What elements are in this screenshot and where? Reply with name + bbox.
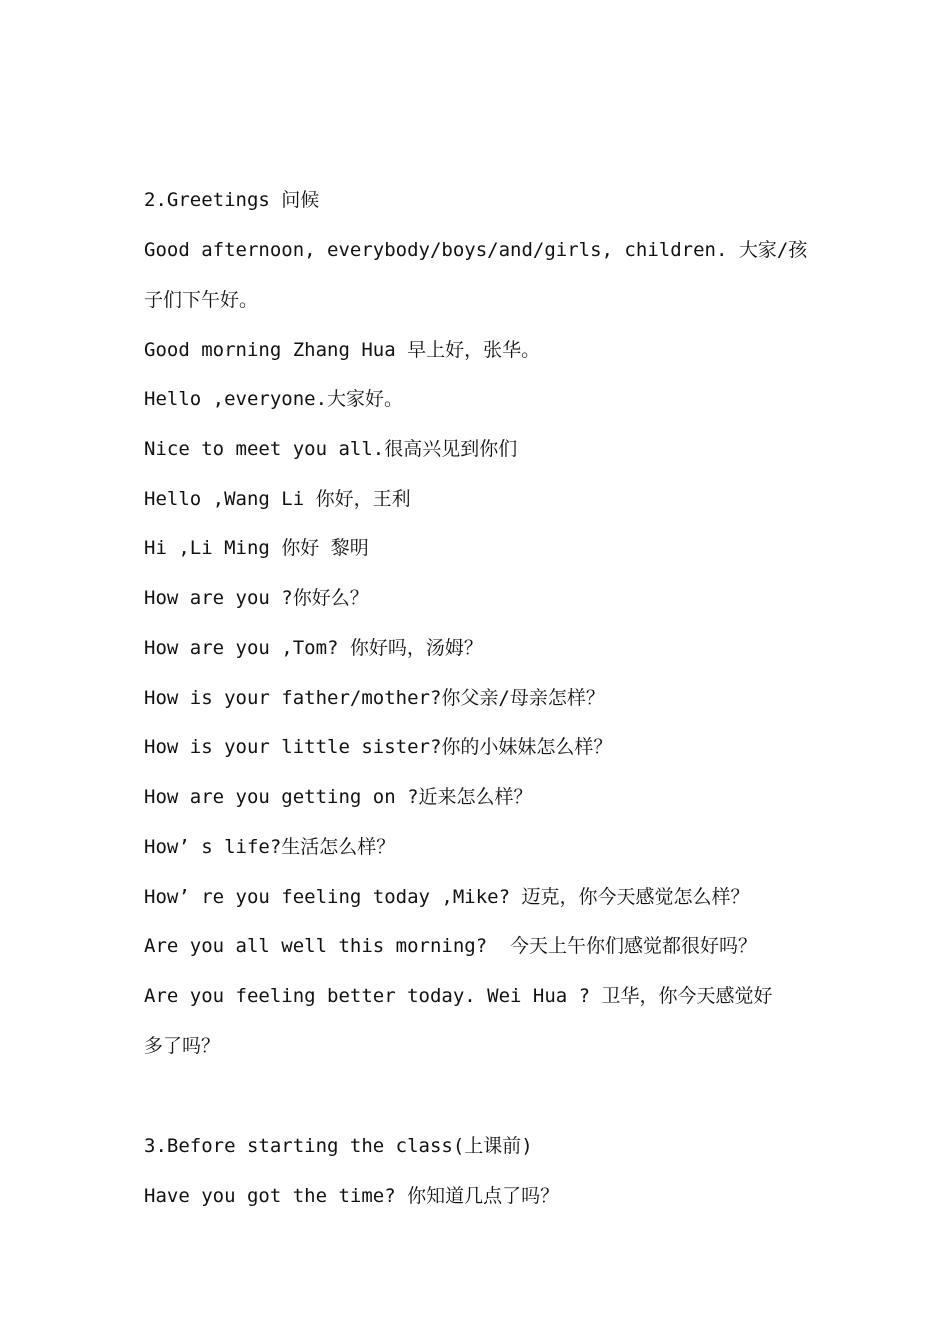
text-line: Have you got the time? 你知道几点了吗？ (144, 1185, 560, 1207)
text-line: How’ s life?生活怎么样？ (144, 836, 396, 858)
text-line: Good afternoon, everybody/boys/and/girls, children. 大家/孩 (144, 239, 808, 261)
text-line: How are you ?你好么？ (144, 587, 369, 609)
text-line: How’ re you feeling today ,Mike? 迈克，你今天感觉怎么样？ (144, 886, 750, 908)
text-line: How are you getting on ?近来怎么样？ (144, 786, 533, 808)
text-line: Nice to meet you all.很高兴见到你们 (144, 438, 518, 460)
text-line: How is your father/mother?你父亲/母亲怎样？ (144, 687, 605, 709)
text-line: Hello ,Wang Li 你好，王利 (144, 488, 411, 510)
text-line: Hello ,everyone.大家好。 (144, 388, 404, 410)
text-line: Are you feeling better today. Wei Hua ? 卫华，你今天感觉好 (144, 985, 773, 1007)
text-line: Good morning Zhang Hua 早上好，张华。 (144, 339, 541, 361)
text-line: 子们下午好。 (144, 289, 259, 311)
section-heading-before-class: 3.Before starting the class(上课前) (144, 1135, 533, 1157)
text-line: Hi ,Li Ming 你好 黎明 (144, 537, 369, 559)
text-line: How are you ,Tom? 你好吗，汤姆？ (144, 637, 483, 659)
text-line: 多了吗？ (144, 1035, 221, 1057)
text-line: Are you all well this morning? 今天上午你们感觉都很好吗？ (144, 935, 758, 957)
text-line: How is your little sister?你的小妹妹怎么样？ (144, 736, 613, 758)
section-heading-greetings: 2.Greetings 问候 (144, 189, 320, 211)
